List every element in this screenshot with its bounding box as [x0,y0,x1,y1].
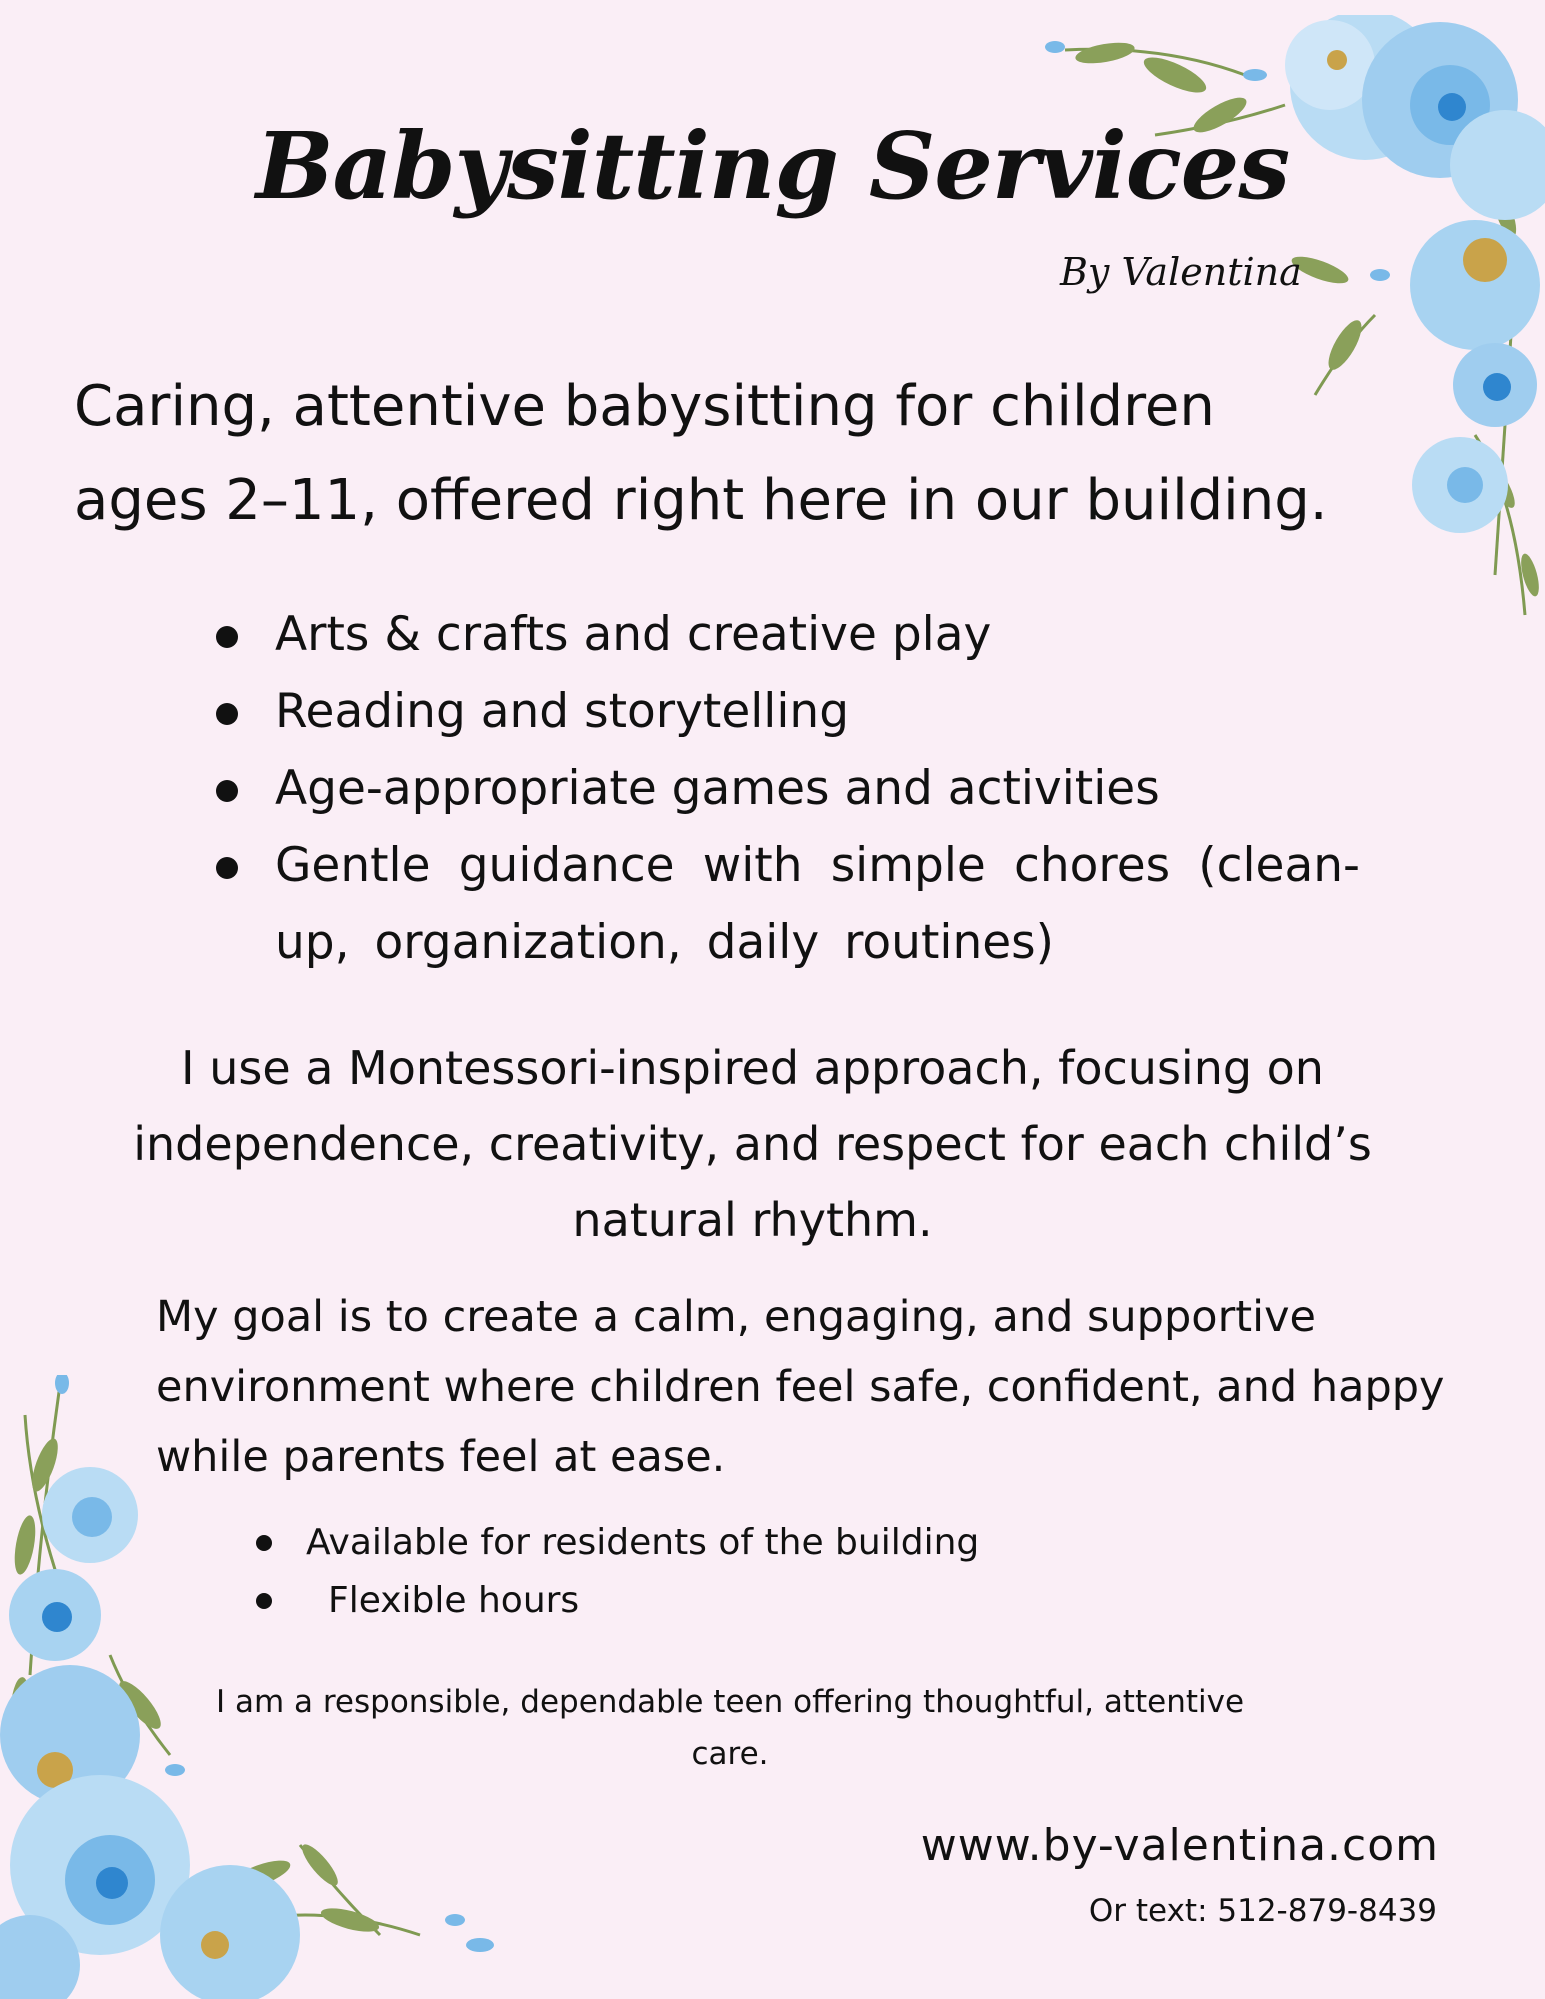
list-item [250,1514,979,1572]
goal-line: My goal is to create a calm, engaging, and supportive [156,1292,1316,1342]
availability-label: Flexible hours [328,1580,580,1621]
byline: By Valentina [1060,250,1302,294]
service-label: Gentle guidance with simple chores (clean-up, organization, daily routines) [275,838,1360,970]
phone-contact: Or text: 512-879-8439 [1088,1893,1437,1929]
intro-line: ages 2–11, offered right here in our building. [74,468,1328,533]
list-item [250,1572,979,1630]
bullet-icon [256,1535,272,1551]
bullet-icon [216,626,238,648]
availability-label: Available for residents of the building [306,1522,980,1563]
bullet-icon [216,780,238,802]
list-item [210,673,1360,750]
list-item [210,750,1360,827]
flyer-title: Babysitting Services [255,112,1290,220]
bullet-icon [216,703,238,725]
goal-statement [156,1282,1466,1492]
bullet-icon [216,857,238,879]
goal-line: while parents feel at ease. [156,1432,726,1482]
service-label: Arts & crafts and creative play [275,607,992,662]
services-list [210,596,1360,981]
list-item [210,596,1360,673]
closing-statement: I am a responsible, dependable teen offering thoughtful, attentive care. [215,1684,1245,1772]
intro-statement [74,360,1454,548]
service-label: Reading and storytelling [275,684,850,739]
list-item [210,827,1360,981]
intro-line: Caring, attentive babysitting for children [74,374,1215,439]
availability-list [250,1514,979,1630]
service-label: Age-appropriate games and activities [275,761,1160,816]
goal-line: environment where children feel safe, confident, and happy [156,1362,1445,1412]
website-link[interactable]: www.by-valentina.com [920,1820,1439,1871]
approach-statement: I use a Montessori-inspired approach, focusing on independence, creativity, and respect for each child’s natural rhythm. [133,1041,1372,1247]
bullet-icon [256,1593,272,1609]
